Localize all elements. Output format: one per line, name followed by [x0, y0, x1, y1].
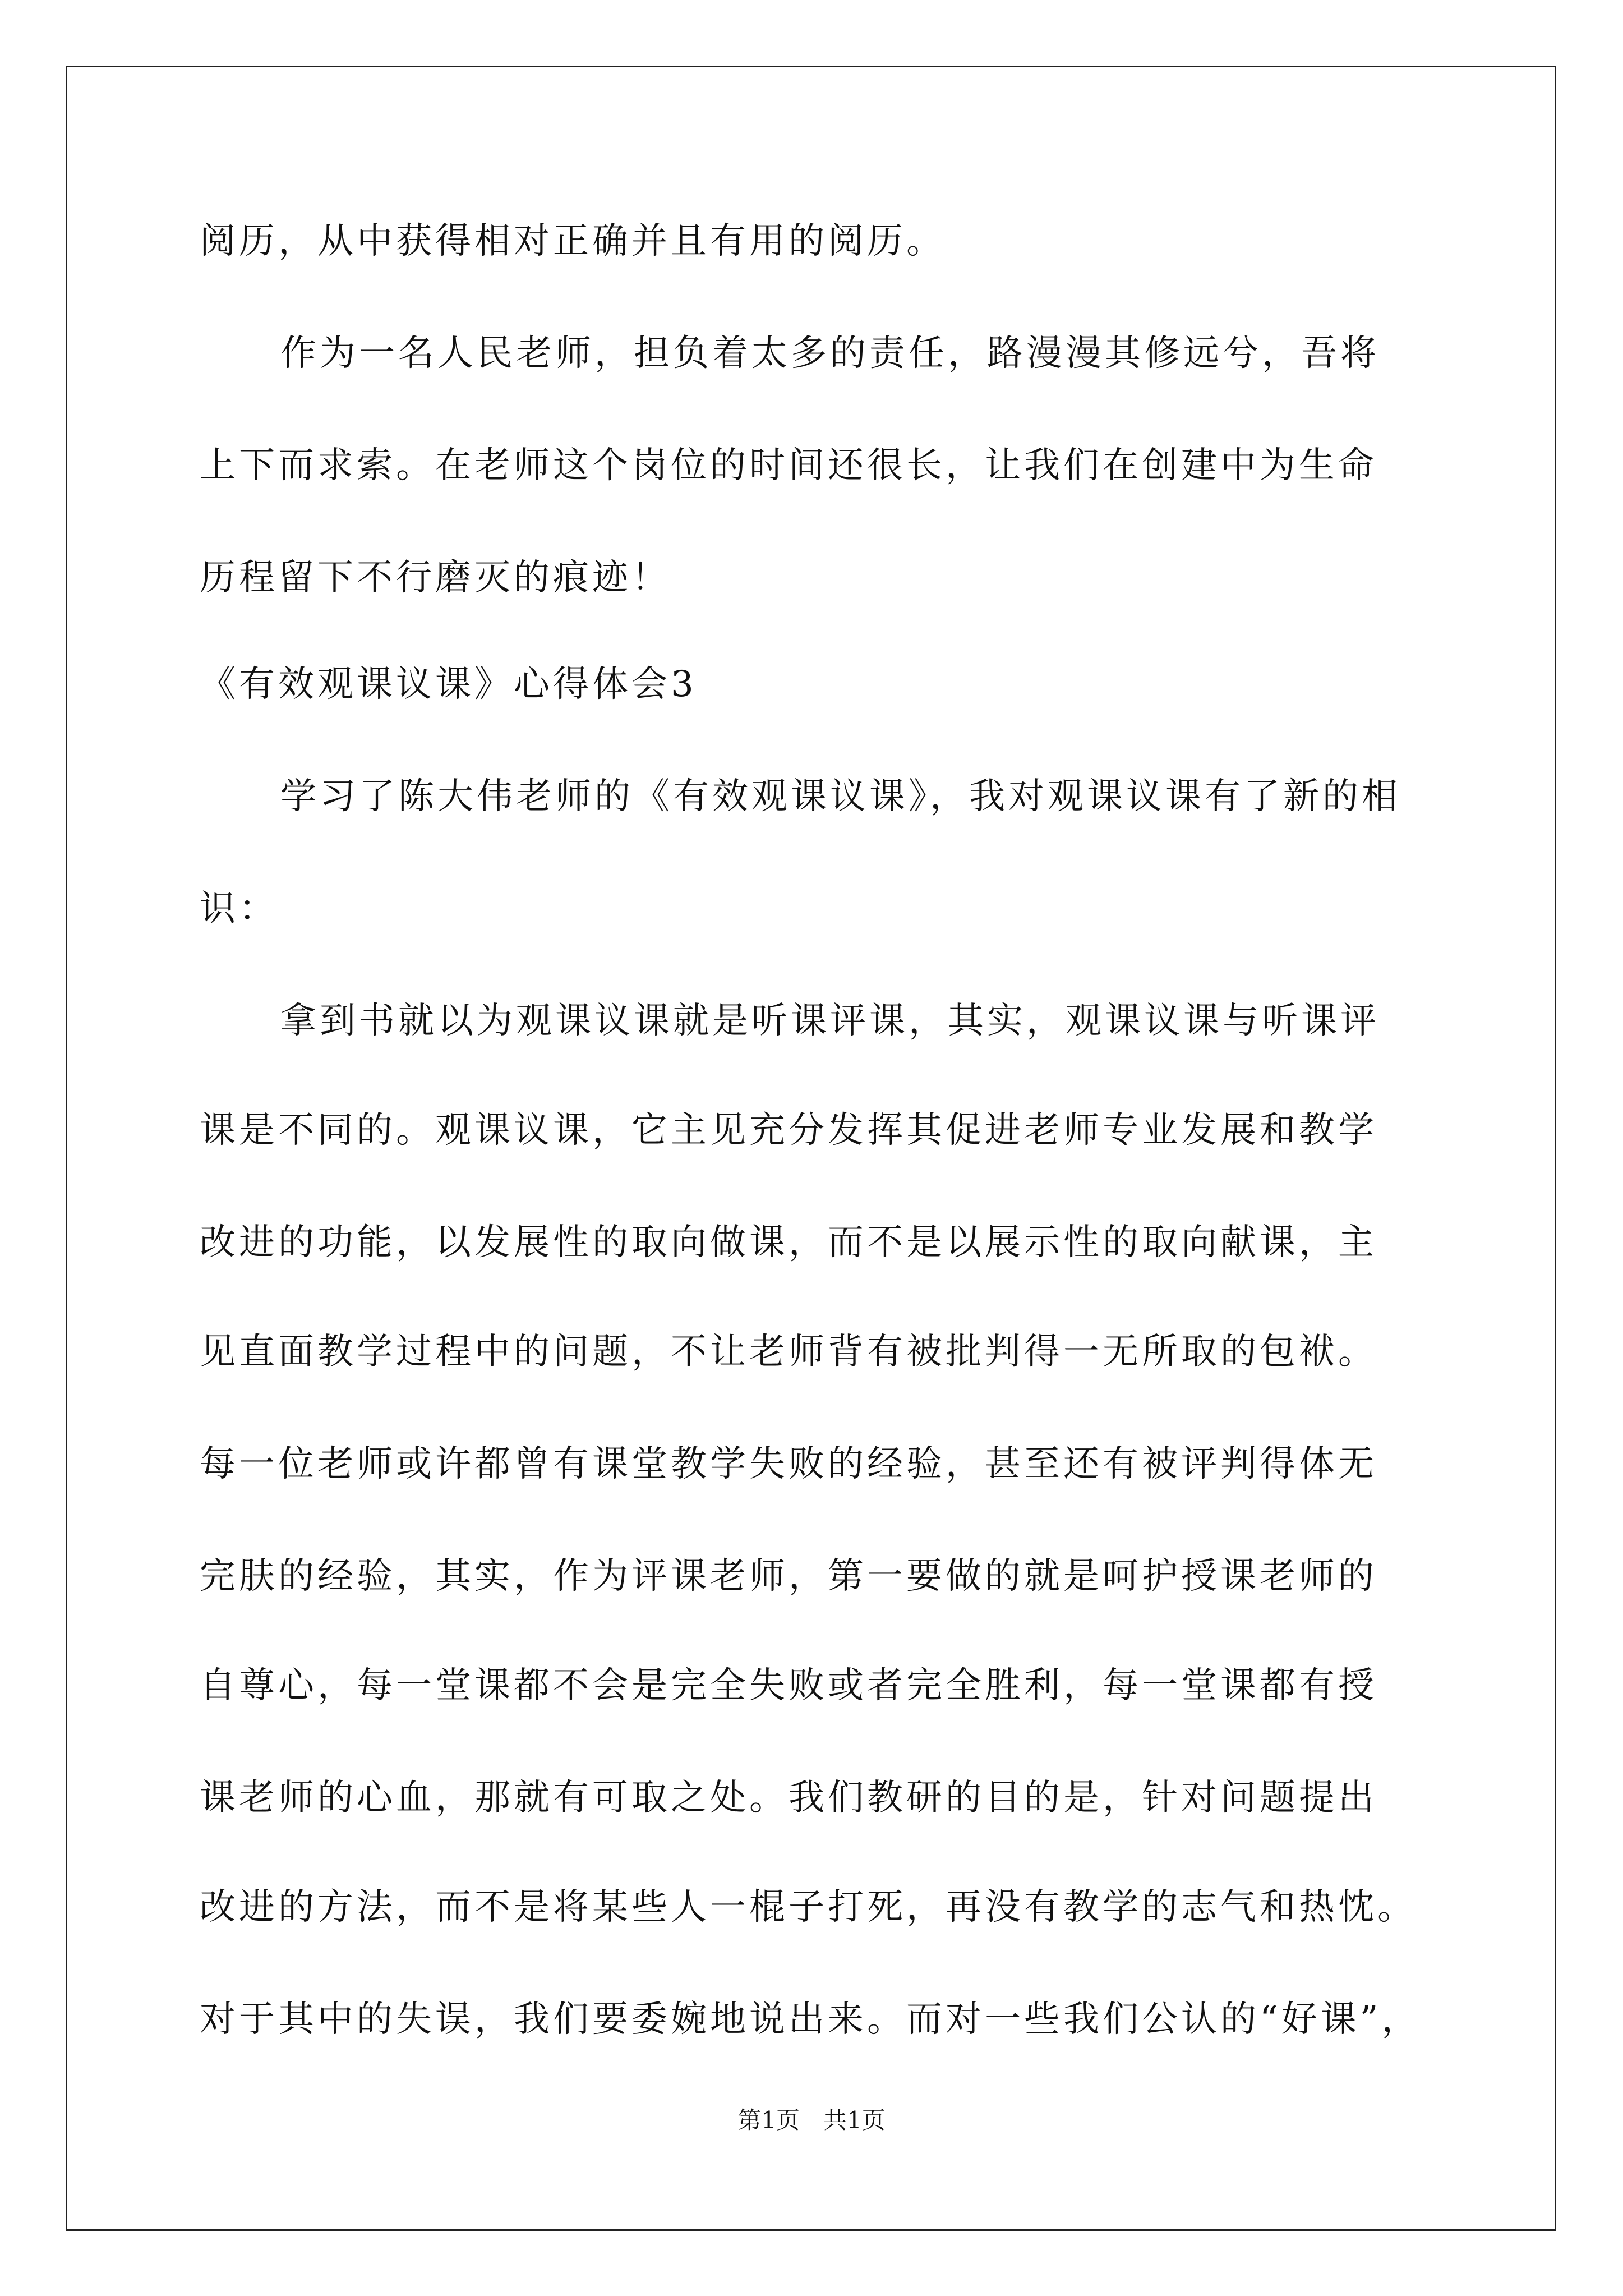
text-line: 阅历，从中获得相对正确并且有用的阅历。: [200, 220, 946, 262]
text-line: 见直面教学过程中的问题，不让老师背有被批判得一无所取的包袱。: [200, 1331, 1377, 1373]
text-line: 课是不同的。观课议课，它主见充分发挥其促进老师专业发展和教学: [200, 1110, 1377, 1151]
text-line: 识：: [200, 888, 278, 930]
text-line: 每一位老师或许都曾有课堂教学失败的经验，甚至还有被评判得体无: [200, 1443, 1377, 1485]
text-line: 拿到书就以为观课议课就是听课评课，其实，观课议课与听课评: [280, 1000, 1380, 1042]
text-line: 改进的方法，而不是将某些人一棍子打死，再没有教学的志气和热忱。: [200, 1887, 1417, 1928]
text-line: 自尊心，每一堂课都不会是完全失败或者完全胜利，每一堂课都有授: [200, 1665, 1377, 1706]
text-line: 改进的功能，以发展性的取向做课，而不是以展示性的取向献课，主: [200, 1222, 1377, 1263]
text-line: 课老师的心血，那就有可取之处。我们教研的目的是，针对问题提出: [200, 1777, 1377, 1819]
page-number-footer: 第1页 共1页: [737, 2106, 886, 2134]
text-line: 上下而求索。在老师这个岗位的时间还很长，让我们在创建中为生命: [200, 445, 1377, 486]
text-line: 对于其中的失误，我们要委婉地说出来。而对一些我们公认的“好课”，: [200, 1999, 1421, 2040]
section-heading: 《有效观课议课》心得体会3: [200, 664, 697, 705]
text-line: 完肤的经验，其实，作为评课老师，第一要做的就是呵护授课老师的: [200, 1556, 1377, 1597]
text-line: 学习了陈大伟老师的《有效观课议课》，我对观课议课有了新的相: [280, 776, 1401, 817]
text-line: 作为一名人民老师，担负着太多的责任，路漫漫其修远兮，吾将: [280, 333, 1380, 374]
text-line: 历程留下不行磨灭的痕迹！: [200, 557, 671, 599]
